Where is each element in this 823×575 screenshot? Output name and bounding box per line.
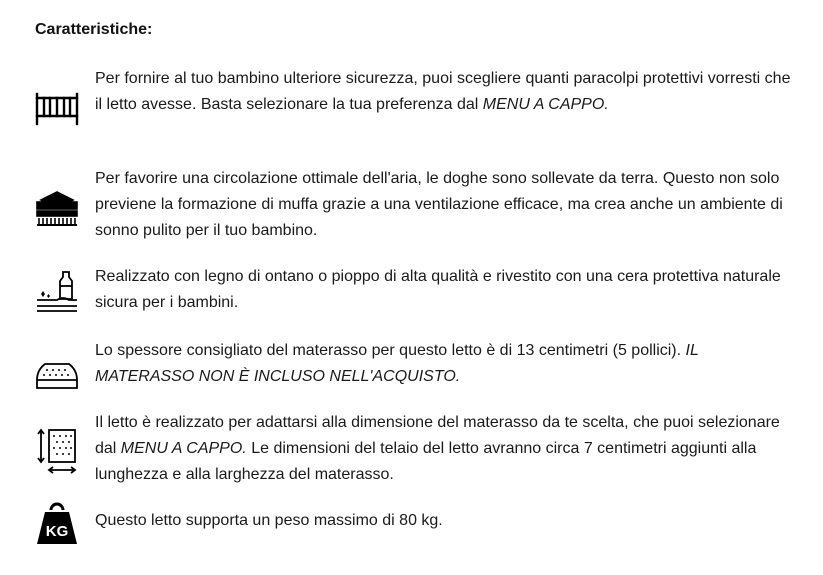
feature-text: Il letto è realizzato per adattarsi alla dimensione del materasso da te scelta, che puoi selezionare dal MENU A CAPPO. Le dimensioni del telaio del letto avranno circa 7 centimetri aggiunti alla lunghezza e alla larghezza del materasso.	[95, 414, 780, 483]
feature-text: Per favorire una circolazione ottimale dell'aria, le doghe sono sollevate da terra. Questo non solo previene la formazione di muffa grazie a una ventilazione efficace, ma crea anche un ambiente di sonno pulito per il tuo bambino.	[95, 170, 783, 239]
mattress-icon	[33, 350, 81, 398]
feature-text: Per fornire al tuo bambino ulteriore sicurezza, puoi scegliere quanti paracolpi protettivi vorresti che il letto avesse. Basta selezionare la tua preferenza dal MENU A CAPPO.	[95, 70, 791, 113]
weight-kg-label: KG	[45, 523, 69, 540]
wood-wax-icon	[33, 266, 81, 314]
section-heading: Caratteristiche:	[35, 21, 153, 38]
dimensions-icon	[33, 426, 81, 474]
feature-text: Questo letto supporta un peso massimo di 80 kg.	[95, 512, 443, 529]
crib-icon	[33, 84, 81, 132]
raised-slats-icon	[33, 184, 81, 232]
weight-kg-icon	[33, 500, 81, 548]
feature-text: Lo spessore consigliato del materasso per questo letto è di 13 centimetri (5 pollici). IL MATERASSO NON È INCLUSO NELL'ACQUISTO.	[95, 342, 699, 385]
feature-text: Realizzato con legno di ontano o pioppo di alta qualità e rivestito con una cera protettiva naturale sicura per i bambini.	[95, 268, 781, 311]
